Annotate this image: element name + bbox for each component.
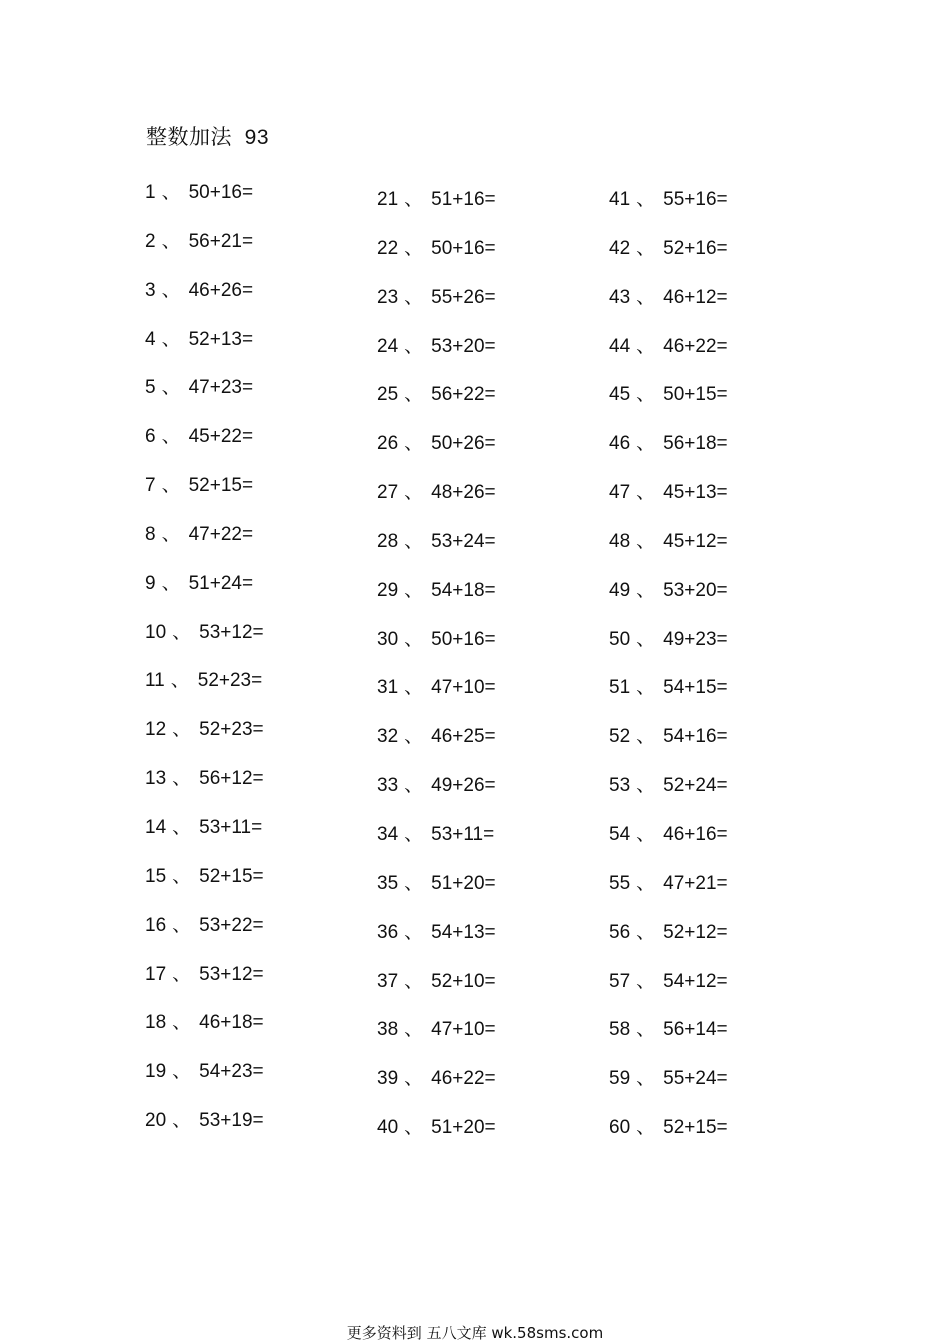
problem-separator: 、 — [636, 1019, 656, 1041]
problem-expression: 55+16= — [663, 189, 728, 210]
problem-number: 58 — [609, 1019, 631, 1041]
problem-expression: 47+22= — [188, 523, 254, 545]
problem-item — [145, 964, 355, 1013]
problem-separator: 、 — [636, 1068, 656, 1090]
problem-number: 1 — [145, 182, 156, 203]
problem-separator: 、 — [161, 377, 181, 399]
problem-expression: 53+12= — [199, 621, 264, 643]
problem-expression: 51+20= — [431, 872, 496, 894]
problem-separator: 、 — [161, 572, 181, 594]
problem-number: 57 — [609, 970, 631, 992]
problem-item — [145, 182, 355, 231]
problem-separator: 、 — [404, 921, 424, 943]
problem-expression: 50+16= — [431, 237, 496, 259]
problem-item — [377, 824, 587, 873]
problem-item — [609, 677, 819, 726]
problem-item — [609, 726, 819, 775]
problem-expression: 51+20= — [431, 1117, 496, 1139]
problem-number: 11 — [145, 670, 165, 692]
problem-number: 60 — [609, 1117, 631, 1139]
problem-expression: 48+26= — [431, 482, 496, 504]
problem-item — [377, 1068, 587, 1117]
problem-separator: 、 — [404, 335, 424, 357]
problem-separator: 、 — [636, 872, 656, 894]
problem-separator: 、 — [636, 237, 656, 259]
problem-item — [145, 719, 355, 768]
problem-item — [145, 1061, 355, 1110]
problem-number: 44 — [609, 335, 631, 357]
problem-separator: 、 — [172, 1110, 192, 1132]
problem-separator: 、 — [404, 1068, 424, 1090]
problem-expression: 53+12= — [199, 963, 264, 985]
problem-item — [609, 1019, 819, 1068]
problem-number: 3 — [145, 279, 156, 301]
problem-separator: 、 — [636, 775, 656, 797]
problem-expression: 53+24= — [431, 530, 496, 552]
problem-expression: 46+22= — [663, 335, 728, 357]
problem-item — [145, 475, 355, 524]
problem-number: 34 — [377, 823, 399, 845]
problem-number: 50 — [609, 628, 631, 650]
problem-item — [609, 287, 819, 336]
problem-separator: 、 — [404, 579, 424, 601]
problem-number: 40 — [377, 1117, 399, 1139]
problem-item — [145, 817, 355, 866]
problem-separator: 、 — [404, 628, 424, 650]
problem-item — [377, 971, 587, 1020]
problem-separator: 、 — [404, 872, 424, 894]
problem-number: 39 — [377, 1068, 399, 1090]
problem-item — [377, 238, 587, 287]
problem-separator: 、 — [636, 286, 656, 308]
problem-separator: 、 — [172, 914, 192, 936]
problem-number: 33 — [377, 775, 399, 797]
page-title: 整数加法 93 — [146, 126, 270, 149]
problem-item — [377, 629, 587, 678]
problem-expression: 55+24= — [663, 1068, 728, 1090]
problem-expression: 52+15= — [199, 865, 264, 887]
problem-item — [609, 824, 819, 873]
problem-separator: 、 — [636, 579, 656, 601]
problem-item — [377, 775, 587, 824]
problem-separator: 、 — [161, 475, 181, 497]
problem-item — [377, 384, 587, 433]
problem-expression: 45+22= — [188, 426, 254, 448]
problem-number: 42 — [609, 237, 631, 259]
problem-item — [145, 1012, 355, 1061]
problem-number: 6 — [145, 426, 156, 448]
problem-expression: 52+16= — [663, 237, 728, 259]
problem-separator: 、 — [636, 433, 656, 455]
problem-expression: 52+15= — [188, 475, 254, 497]
problem-separator: 、 — [404, 530, 424, 552]
problem-expression: 54+18= — [431, 579, 496, 601]
problem-number: 26 — [377, 433, 399, 455]
problem-item — [145, 524, 355, 573]
problem-number: 29 — [377, 579, 399, 601]
problem-separator: 、 — [404, 726, 424, 748]
problem-expression: 46+22= — [431, 1068, 496, 1090]
problem-item — [609, 531, 819, 580]
problem-item — [145, 1110, 355, 1159]
problem-item — [609, 580, 819, 629]
problem-item — [145, 866, 355, 915]
problem-item — [609, 922, 819, 971]
problem-separator: 、 — [172, 865, 192, 887]
problem-separator: 、 — [404, 237, 424, 259]
problem-item — [609, 873, 819, 922]
problem-number: 36 — [377, 921, 399, 943]
problem-separator: 、 — [161, 328, 181, 350]
problem-number: 4 — [145, 328, 156, 350]
problem-separator: 、 — [172, 621, 192, 643]
problem-number: 20 — [145, 1110, 167, 1132]
problem-item — [145, 622, 355, 671]
problem-expression: 53+19= — [199, 1110, 264, 1132]
problem-expression: 52+10= — [431, 970, 496, 992]
problem-separator: 、 — [161, 230, 181, 252]
problem-item — [145, 426, 355, 475]
problem-number: 46 — [609, 433, 631, 455]
problem-expression: 46+18= — [199, 1012, 264, 1034]
problem-item — [145, 768, 355, 817]
problem-item — [145, 377, 355, 426]
problem-separator: 、 — [170, 670, 190, 692]
problem-expression: 51+24= — [188, 572, 254, 594]
problem-expression: 53+22= — [199, 914, 264, 936]
problem-separator: 、 — [636, 970, 656, 992]
problem-separator: 、 — [636, 921, 656, 943]
problem-item — [145, 280, 355, 329]
problem-separator: 、 — [172, 1061, 192, 1083]
problem-number: 25 — [377, 384, 399, 406]
problem-separator: 、 — [636, 189, 656, 210]
problem-item — [145, 231, 355, 280]
problem-column-1 — [145, 182, 355, 1159]
problem-number: 15 — [145, 865, 167, 887]
problem-number: 55 — [609, 872, 631, 894]
problem-separator: 、 — [172, 816, 192, 838]
problem-expression: 56+18= — [663, 433, 728, 455]
problem-expression: 45+12= — [663, 530, 728, 552]
problem-number: 16 — [145, 914, 167, 936]
problem-expression: 52+15= — [663, 1117, 728, 1139]
problem-separator: 、 — [636, 530, 656, 552]
problem-expression: 54+16= — [663, 726, 728, 748]
problem-separator: 、 — [636, 482, 656, 504]
problem-separator: 、 — [404, 775, 424, 797]
problem-item — [377, 189, 587, 238]
problem-number: 17 — [145, 963, 167, 985]
problem-separator: 、 — [404, 384, 424, 406]
problem-separator: 、 — [161, 279, 181, 301]
problem-item — [377, 580, 587, 629]
problem-expression: 54+12= — [663, 970, 728, 992]
problem-expression: 47+10= — [431, 677, 496, 699]
problem-item — [609, 1068, 819, 1117]
problem-separator: 、 — [404, 286, 424, 308]
footer-watermark: 更多资料到 五八文库 wk.58sms.com — [346, 1324, 604, 1342]
problem-number: 38 — [377, 1019, 399, 1041]
problem-number: 21 — [377, 189, 399, 210]
problem-expression: 54+23= — [199, 1061, 264, 1083]
problem-number: 19 — [145, 1061, 167, 1083]
problem-item — [377, 1117, 587, 1166]
problem-item — [609, 384, 819, 433]
problem-expression: 47+23= — [188, 377, 254, 399]
problem-expression: 53+11= — [199, 816, 263, 838]
problem-expression: 50+26= — [431, 433, 496, 455]
problem-number: 8 — [145, 523, 156, 545]
problem-item — [609, 482, 819, 531]
problem-column-3 — [609, 189, 819, 1166]
problem-separator: 、 — [404, 677, 424, 699]
problem-number: 7 — [145, 475, 156, 497]
problem-expression: 52+24= — [663, 775, 728, 797]
problem-expression: 53+11= — [431, 823, 495, 845]
problem-item — [145, 329, 355, 378]
problem-item — [609, 433, 819, 482]
problem-item — [377, 287, 587, 336]
problem-separator: 、 — [636, 335, 656, 357]
problem-expression: 46+12= — [663, 286, 728, 308]
problem-expression: 52+23= — [197, 670, 263, 692]
problem-number: 37 — [377, 970, 399, 992]
problem-number: 23 — [377, 286, 399, 308]
problem-column-2 — [377, 189, 587, 1166]
problem-expression: 54+15= — [663, 677, 728, 699]
problem-number: 45 — [609, 384, 631, 406]
problem-separator: 、 — [161, 426, 181, 448]
problem-number: 27 — [377, 482, 399, 504]
problem-separator: 、 — [636, 384, 656, 406]
problem-item — [145, 915, 355, 964]
problem-item — [609, 189, 819, 238]
problem-number: 43 — [609, 286, 631, 308]
problem-item — [609, 238, 819, 287]
problem-number: 28 — [377, 530, 399, 552]
problem-expression: 56+21= — [188, 230, 254, 252]
problem-separator: 、 — [404, 970, 424, 992]
problem-separator: 、 — [172, 1012, 192, 1034]
problem-separator: 、 — [404, 823, 424, 845]
problem-item — [609, 775, 819, 824]
problem-separator: 、 — [404, 433, 424, 455]
problem-expression: 49+23= — [663, 628, 728, 650]
problem-separator: 、 — [172, 768, 192, 790]
problem-expression: 54+13= — [431, 921, 496, 943]
problem-item — [609, 629, 819, 678]
problem-number: 52 — [609, 726, 631, 748]
problem-number: 56 — [609, 921, 631, 943]
problem-expression: 51+16= — [431, 189, 496, 210]
problem-number: 13 — [145, 768, 167, 790]
problem-expression: 53+20= — [663, 579, 728, 601]
problem-item — [377, 677, 587, 726]
problem-expression: 56+14= — [663, 1019, 728, 1041]
problem-expression: 46+26= — [188, 279, 254, 301]
problem-separator: 、 — [404, 189, 424, 210]
problem-separator: 、 — [161, 523, 181, 545]
problem-item — [145, 670, 355, 719]
problem-item — [145, 573, 355, 622]
problem-number: 14 — [145, 816, 167, 838]
problem-number: 31 — [377, 677, 399, 699]
problem-expression: 46+16= — [663, 823, 728, 845]
problem-expression: 45+13= — [663, 482, 728, 504]
problem-separator: 、 — [404, 1117, 424, 1139]
problem-number: 41 — [609, 189, 631, 210]
problem-separator: 、 — [172, 963, 192, 985]
problem-number: 32 — [377, 726, 399, 748]
problem-number: 12 — [145, 719, 167, 741]
problem-number: 47 — [609, 482, 631, 504]
problem-separator: 、 — [172, 719, 192, 741]
problem-number: 49 — [609, 579, 631, 601]
problem-number: 10 — [145, 621, 167, 643]
problem-item — [377, 433, 587, 482]
problem-number: 9 — [145, 572, 156, 594]
problem-separator: 、 — [404, 1019, 424, 1041]
problem-number: 18 — [145, 1012, 167, 1034]
problem-item — [377, 531, 587, 580]
problem-item — [377, 726, 587, 775]
problem-expression: 52+23= — [199, 719, 264, 741]
problem-number: 59 — [609, 1068, 631, 1090]
problem-expression: 52+13= — [188, 328, 254, 350]
problem-number: 30 — [377, 628, 399, 650]
problem-separator: 、 — [404, 482, 424, 504]
problem-item — [377, 482, 587, 531]
problem-expression: 50+16= — [188, 182, 254, 203]
problem-expression: 53+20= — [431, 335, 496, 357]
problem-item — [609, 336, 819, 385]
problem-expression: 50+16= — [431, 628, 496, 650]
problem-separator: 、 — [636, 726, 656, 748]
problem-item — [377, 336, 587, 385]
problem-item — [609, 1117, 819, 1166]
problem-expression: 56+12= — [199, 768, 264, 790]
problem-item — [609, 971, 819, 1020]
problem-separator: 、 — [636, 677, 656, 699]
problem-expression: 56+22= — [431, 384, 496, 406]
problem-number: 51 — [609, 677, 631, 699]
problem-expression: 50+15= — [663, 384, 728, 406]
problem-separator: 、 — [636, 823, 656, 845]
problem-expression: 47+21= — [663, 872, 728, 894]
problem-number: 5 — [145, 377, 156, 399]
problem-expression: 55+26= — [431, 286, 496, 308]
problem-number: 24 — [377, 335, 399, 357]
problem-number: 35 — [377, 872, 399, 894]
problem-item — [377, 922, 587, 971]
problem-item — [377, 873, 587, 922]
problem-number: 22 — [377, 237, 399, 259]
problem-number: 54 — [609, 823, 631, 845]
problem-number: 53 — [609, 775, 631, 797]
problem-expression: 46+25= — [431, 726, 496, 748]
problem-separator: 、 — [636, 1117, 656, 1139]
problem-number: 2 — [145, 230, 156, 252]
problem-expression: 49+26= — [431, 775, 496, 797]
problem-expression: 47+10= — [431, 1019, 496, 1041]
problem-number: 48 — [609, 530, 631, 552]
problem-separator: 、 — [636, 628, 656, 650]
problem-expression: 52+12= — [663, 921, 728, 943]
problem-separator: 、 — [161, 182, 181, 203]
problem-item — [377, 1019, 587, 1068]
